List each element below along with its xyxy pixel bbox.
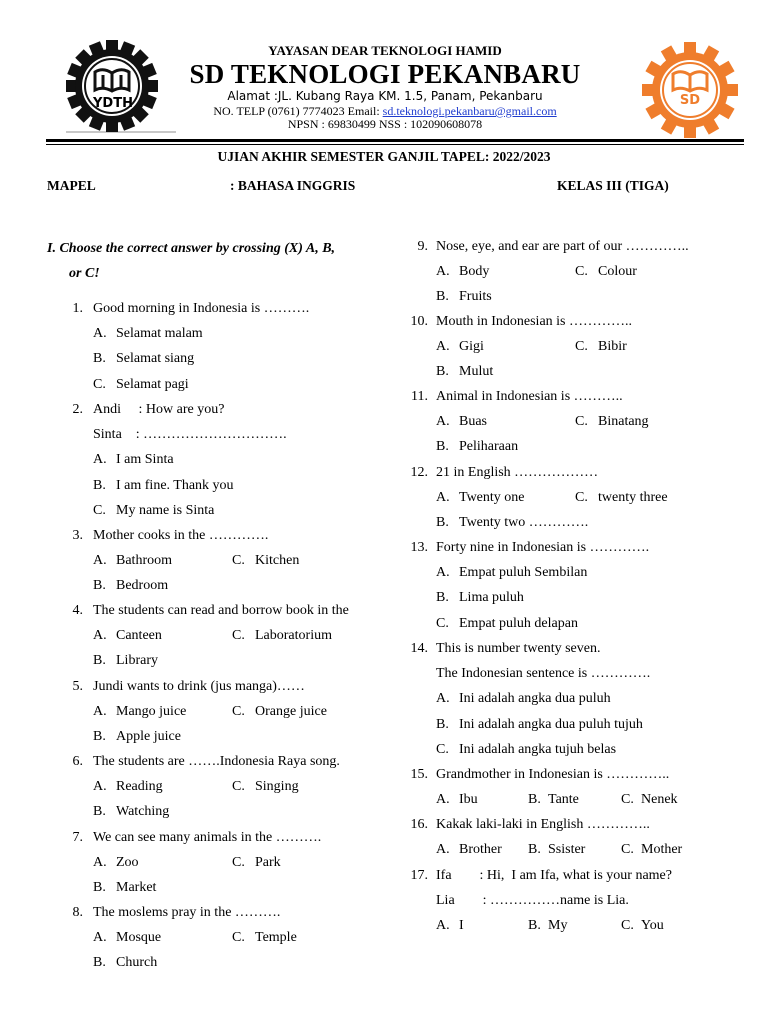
option-text: Twenty one (459, 490, 525, 506)
option-letter: B. (436, 590, 449, 606)
option-text: Mosque (116, 930, 162, 946)
option-letter: A. (436, 264, 450, 280)
option-letter: C. (436, 615, 449, 631)
option-letter: C. (575, 339, 588, 355)
option-letter: B. (93, 729, 106, 745)
option-letter: C. (232, 628, 245, 644)
option-letter: C. (232, 704, 245, 720)
option-text: Ini adalah angka dua puluh tujuh (459, 716, 643, 732)
question-number: 9. (417, 239, 428, 254)
option-letter: C. (232, 779, 245, 795)
option-text: Ibu (459, 792, 478, 808)
option-text: Bibir (598, 339, 627, 355)
option-text: Bathroom (116, 553, 172, 569)
option-text: Church (116, 955, 158, 971)
option-letter: B. (93, 653, 106, 669)
question-text: Mother cooks in the …………. (93, 528, 269, 543)
option-text: Canteen (116, 628, 162, 644)
school-name: SD TEKNOLOGI PEKANBARU (189, 59, 581, 89)
option-letter: B. (93, 804, 106, 820)
option-letter: B. (93, 351, 106, 367)
option-text: Body (459, 264, 490, 280)
question-number: 4. (72, 603, 83, 618)
option-text: Selamat siang (116, 351, 195, 367)
subject-label: MAPEL (47, 178, 96, 193)
option-text: Mother (641, 842, 683, 858)
option-letter: A. (93, 326, 107, 342)
option-text: Selamat pagi (116, 376, 189, 392)
option-text: Bedroom (116, 578, 169, 594)
question-text: Ifa : Hi, I am Ifa, what is your name? (436, 868, 672, 883)
question-number: 3. (72, 528, 83, 543)
instruction-line-1: I. Choose the correct answer by crossing (X) A, B, (47, 241, 336, 256)
subject-value: : BAHASA INGGRIS (230, 178, 356, 193)
option-letter: A. (93, 930, 107, 946)
sd-logo (640, 40, 740, 140)
option-letter: B. (528, 842, 541, 858)
option-letter: B. (528, 918, 541, 934)
option-letter: B. (93, 477, 106, 493)
option-letter: C. (621, 842, 634, 858)
option-text: twenty three (598, 490, 668, 506)
option-letter: C. (232, 553, 245, 569)
question-text: Grandmother in Indonesian is ………….. (436, 767, 670, 782)
email-link[interactable]: sd.teknologi.pekanbaru@gmail.com (382, 104, 557, 118)
foundation-name: YAYASAN DEAR TEKNOLOGI HAMID (268, 43, 502, 58)
option-text: Ini adalah angka dua puluh (459, 691, 611, 707)
option-text: Brother (459, 842, 502, 858)
option-text: Peliharaan (459, 439, 519, 455)
option-letter: C. (575, 264, 588, 280)
option-text: Buas (459, 414, 487, 430)
option-text: Binatang (598, 414, 649, 430)
question-number: 14. (410, 641, 428, 656)
option-text: Empat puluh delapan (459, 615, 578, 631)
option-letter: B. (93, 578, 106, 594)
question-text: Lia : ……………name is Lia. (436, 893, 629, 909)
option-letter: B. (436, 364, 449, 380)
question-text: Kakak laki-laki in English ………….. (436, 817, 650, 832)
option-letter: C. (621, 792, 634, 808)
option-letter: B. (528, 792, 541, 808)
option-text: Apple juice (116, 729, 181, 745)
option-letter: C. (93, 376, 106, 392)
question-text: Nose, eye, and ear are part of our ………….. (436, 239, 689, 254)
school-address: Alamat :JL. Kubang Raya KM. 1.5, Panam, Pekanbaru (227, 89, 543, 103)
option-text: I am Sinta (116, 452, 174, 468)
option-letter: A. (436, 691, 450, 707)
phone-text: NO. TELP (0761) 7774023 Email: (213, 104, 383, 118)
option-text: Market (116, 880, 157, 896)
option-text: Colour (598, 264, 637, 280)
option-text: Zoo (116, 855, 139, 871)
option-text: Mango juice (116, 704, 187, 720)
option-text: Twenty two …………. (459, 515, 589, 531)
option-text: Park (255, 855, 281, 871)
option-text: Fruits (459, 289, 492, 305)
question-text: Andi : How are you? (93, 402, 225, 417)
question-text: The students can read and borrow book in the (93, 603, 349, 618)
section-instruction (47, 236, 392, 286)
question-number: 6. (72, 754, 83, 769)
question-text: Forty nine in Indonesian is …………. (436, 540, 650, 555)
question-text: Good morning in Indonesia is ………. (93, 301, 310, 316)
option-text: Reading (116, 779, 163, 795)
option-letter: A. (93, 452, 107, 468)
exam-title: UJIAN AKHIR SEMESTER GANJIL TAPEL: 2022/2023 (217, 149, 551, 164)
option-text: Kitchen (255, 553, 300, 569)
question-text: This is number twenty seven. (436, 641, 601, 656)
question-text: The students are …….Indonesia Raya song. (93, 754, 340, 769)
option-text: Ssister (548, 842, 586, 858)
option-letter: A. (93, 628, 107, 644)
option-text: You (641, 918, 664, 934)
option-text: Mulut (459, 364, 494, 380)
ydth-logo-text: YDTH (93, 96, 133, 111)
option-text: My name is Sinta (116, 502, 215, 518)
question-text: Animal in Indonesian is ……….. (436, 389, 623, 404)
question-number: 15. (410, 767, 428, 782)
question-text: The Indonesian sentence is …………. (436, 666, 651, 682)
option-letter: B. (436, 716, 449, 732)
option-letter: A. (93, 779, 107, 795)
ydth-logo (62, 38, 180, 138)
question-number: 13. (410, 540, 428, 555)
option-text: Lima puluh (459, 590, 524, 606)
question-number: 8. (72, 905, 83, 920)
option-letter: C. (232, 855, 245, 871)
question-number: 11. (411, 389, 428, 404)
option-text: I am fine. Thank you (116, 477, 234, 493)
option-text: Gigi (459, 339, 484, 355)
option-letter: C. (232, 930, 245, 946)
question-number: 10. (410, 314, 428, 329)
option-text: Watching (116, 804, 170, 820)
option-letter: C. (621, 918, 634, 934)
question-number: 2. (72, 402, 83, 417)
option-text: I (459, 918, 464, 934)
gear-icon (66, 131, 176, 133)
question-number: 7. (72, 830, 83, 845)
option-text: Tante (548, 792, 579, 808)
option-letter: A. (436, 842, 450, 858)
option-letter: A. (436, 490, 450, 506)
instruction-line-2: or C! (69, 266, 100, 281)
question-text: 21 in English ……………… (436, 465, 599, 480)
class-label: KELAS III (TIGA) (557, 178, 669, 193)
header-divider-thick (46, 139, 744, 142)
question-number: 17. (410, 868, 428, 883)
question-number: 16. (410, 817, 428, 832)
option-text: Ini adalah angka tujuh belas (459, 741, 617, 757)
question-number: 12. (410, 465, 428, 480)
option-text: Library (116, 653, 158, 669)
question-text: Sinta : …………………………. (93, 427, 287, 443)
question-number: 1. (72, 301, 83, 316)
option-letter: B. (436, 289, 449, 305)
header-divider-thin (46, 144, 744, 145)
option-letter: B. (436, 515, 449, 531)
option-letter: C. (93, 502, 106, 518)
option-text: Temple (255, 930, 297, 946)
option-letter: C. (436, 741, 449, 757)
option-letter: A. (436, 414, 450, 430)
option-letter: A. (93, 553, 107, 569)
option-letter: A. (436, 918, 450, 934)
option-text: Nenek (641, 792, 678, 808)
option-letter: B. (93, 880, 106, 896)
question-text: Mouth in Indonesian is ………….. (436, 314, 632, 329)
option-text: Orange juice (255, 704, 327, 720)
question-text: We can see many animals in the ………. (93, 830, 322, 845)
option-text: Laboratorium (255, 628, 332, 644)
option-letter: C. (575, 490, 588, 506)
option-letter: A. (436, 339, 450, 355)
npsn-line: NPSN : 69830499 NSS : 102090608078 (287, 117, 483, 131)
sd-logo-text: SD (679, 93, 701, 108)
option-letter: C. (575, 414, 588, 430)
option-text: Empat puluh Sembilan (459, 565, 588, 581)
option-letter: A. (93, 855, 107, 871)
question-text: The moslems pray in the ………. (93, 905, 281, 920)
option-text: My (548, 918, 568, 934)
option-letter: A. (436, 565, 450, 581)
option-letter: A. (93, 704, 107, 720)
option-text: Singing (255, 779, 299, 795)
question-number: 5. (72, 679, 83, 694)
option-letter: B. (93, 955, 106, 971)
question-text: Jundi wants to drink (jus manga)…… (93, 679, 305, 694)
option-letter: A. (436, 792, 450, 808)
option-letter: B. (436, 439, 449, 455)
option-text: Selamat malam (116, 326, 203, 342)
